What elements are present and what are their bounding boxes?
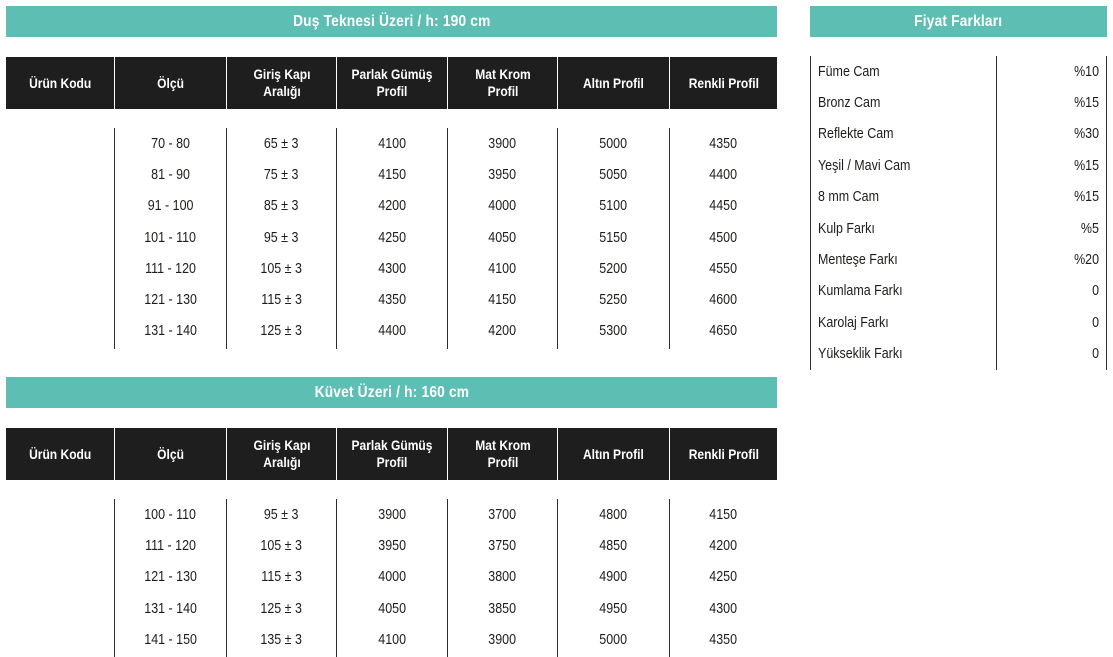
column-giris-kapi-araligi (227, 128, 337, 349)
column-parlak-gumus-profil (337, 499, 448, 657)
table-cell: 91 - 100 (147, 198, 194, 215)
header-giris-kapi-araligi: Giriş Kapı Aralığı (227, 57, 337, 109)
header-parlak-gumus-profil: Parlak Gümüş Profil (337, 428, 448, 480)
header-altin-profil: Altın Profil (558, 428, 670, 480)
column-olcu (115, 128, 227, 349)
price-diff-label: 8 mm Cam (818, 189, 879, 206)
table1-body (6, 128, 777, 349)
table-cell (6, 530, 114, 561)
price-diff-value: %20 (1074, 251, 1099, 268)
table-cell (6, 191, 114, 222)
table-cell (6, 222, 114, 253)
table-cell: 4500 (709, 229, 738, 246)
table-cell: 4450 (709, 198, 738, 215)
column-urun-kodu (6, 128, 115, 349)
price-diff-value: %15 (1074, 94, 1099, 111)
table-cell (6, 624, 114, 655)
table-cell: 4100 (378, 631, 406, 648)
table-cell: 4650 (709, 323, 738, 340)
table-cell: 3950 (488, 166, 517, 183)
column-giris-kapi-araligi (227, 499, 337, 657)
price-diff-value: %15 (1074, 189, 1099, 206)
table2 (6, 428, 777, 657)
table-cell: 75 ± 3 (264, 166, 299, 183)
price-diff-row (810, 339, 1107, 370)
table-cell: 3750 (488, 537, 517, 554)
table-cell: 121 - 130 (144, 569, 197, 586)
price-diff-row (810, 244, 1107, 275)
table-cell: 95 ± 3 (264, 506, 299, 523)
price-diff-row (810, 182, 1107, 213)
table-cell: 105 ± 3 (260, 260, 303, 277)
table-cell: 4200 (378, 198, 406, 215)
table1 (6, 57, 777, 349)
table-cell: 85 ± 3 (264, 198, 299, 215)
table-cell: 4400 (709, 166, 738, 183)
table-cell: 111 - 120 (145, 537, 196, 554)
table-cell: 5150 (599, 229, 628, 246)
price-diff-value: %30 (1074, 126, 1099, 143)
price-diff-value: 0 (1092, 346, 1099, 363)
table-cell: 4300 (709, 600, 738, 617)
table-cell: 81 - 90 (151, 166, 190, 183)
price-diff-label: Yükseklik Farkı (818, 346, 903, 363)
price-diff-row (810, 213, 1107, 244)
table-cell: 5200 (599, 260, 628, 277)
header-olcu: Ölçü (115, 57, 227, 109)
column-urun-kodu (6, 499, 115, 657)
table1-title: Duş Teknesi Üzeri / h: 190 cm (292, 12, 491, 30)
price-diff-row (810, 307, 1107, 338)
table-cell: 125 ± 3 (260, 600, 303, 617)
table-cell: 4150 (709, 506, 738, 523)
header-olcu: Ölçü (115, 428, 227, 480)
table-cell: 111 - 120 (145, 260, 196, 277)
price-diff-title-banner (810, 6, 1107, 37)
price-diff-label: Kumlama Farkı (818, 283, 903, 300)
table-cell: 115 ± 3 (261, 292, 302, 309)
table-cell: 4000 (378, 569, 406, 586)
price-diff-row (810, 56, 1107, 87)
price-diff-row (810, 150, 1107, 181)
table-cell: 135 ± 3 (260, 631, 303, 648)
header-renkli-profil: Renkli Profil (688, 445, 759, 462)
table1-header (6, 57, 777, 109)
column-mat-krom-profil (448, 128, 558, 349)
table-cell: 4850 (599, 537, 628, 554)
table-cell: 4150 (378, 166, 406, 183)
price-diff-value: %10 (1074, 63, 1099, 80)
header-urun-kodu: Ürün Kodu (6, 428, 115, 480)
price-diff-label: Karolaj Farkı (818, 314, 889, 331)
table-cell (6, 128, 114, 159)
header-mat-krom-profil: Mat Krom Profil (448, 57, 558, 109)
table-cell: 105 ± 3 (260, 537, 303, 554)
column-olcu (115, 499, 227, 657)
table-cell: 3950 (378, 537, 406, 554)
header-giris-kapi-araligi: Giriş Kapı Aralığı (227, 428, 337, 480)
price-diff-row (810, 87, 1107, 118)
table-cell: 141 - 150 (144, 631, 197, 648)
table-cell: 100 - 110 (144, 506, 197, 523)
column-mat-krom-profil (448, 499, 558, 657)
price-diff-label: Bronz Cam (818, 94, 881, 111)
header-mat-krom-profil: Mat Krom Profil (448, 428, 558, 480)
table-cell: 65 ± 3 (264, 135, 299, 152)
table-cell (6, 284, 114, 315)
price-diff-label: Füme Cam (818, 63, 880, 80)
table-cell: 5300 (599, 323, 628, 340)
table-cell: 4350 (709, 135, 738, 152)
table-cell: 4000 (488, 198, 517, 215)
price-diff-label: Reflekte Cam (818, 126, 894, 143)
table-cell: 5250 (599, 292, 628, 309)
table-cell: 4100 (488, 260, 517, 277)
table-cell: 131 - 140 (144, 323, 197, 340)
price-diff-value: %5 (1080, 220, 1099, 237)
table-cell: 131 - 140 (144, 600, 197, 617)
table-cell: 3800 (488, 569, 517, 586)
table2-body (6, 499, 777, 657)
table-cell: 115 ± 3 (261, 569, 302, 586)
table-cell: 4250 (378, 229, 406, 246)
table-cell: 3900 (488, 631, 517, 648)
table-cell: 4400 (378, 323, 406, 340)
table-cell: 4600 (709, 292, 738, 309)
table-cell: 5050 (599, 166, 628, 183)
table-cell: 3850 (488, 600, 517, 617)
price-diff-value: 0 (1092, 314, 1099, 331)
table-cell: 4350 (709, 631, 738, 648)
price-diff-label: Menteşe Farkı (818, 251, 898, 268)
table-cell: 4200 (488, 323, 517, 340)
column-renkli-profil (670, 499, 777, 657)
table-cell: 4950 (599, 600, 628, 617)
price-diff-list (810, 56, 1107, 370)
table-cell: 125 ± 3 (260, 323, 303, 340)
table-cell: 5000 (599, 135, 628, 152)
table-cell: 4200 (709, 537, 738, 554)
table-cell: 4900 (599, 569, 628, 586)
column-altin-profil (558, 499, 670, 657)
table-cell: 4350 (378, 292, 406, 309)
column-parlak-gumus-profil (337, 128, 448, 349)
table-cell: 4050 (488, 229, 517, 246)
table-cell: 4100 (378, 135, 406, 152)
table-cell: 95 ± 3 (264, 229, 299, 246)
table-cell (6, 499, 114, 530)
table-cell: 121 - 130 (144, 292, 197, 309)
table-cell: 3900 (378, 506, 406, 523)
table-cell: 4050 (378, 600, 406, 617)
table2-header (6, 428, 777, 480)
table-cell: 5000 (599, 631, 628, 648)
table-cell: 4800 (599, 506, 628, 523)
table-cell: 4550 (709, 260, 738, 277)
table-cell: 5100 (599, 198, 628, 215)
table-cell: 4250 (709, 569, 738, 586)
column-altin-profil (558, 128, 670, 349)
table-cell: 4150 (488, 292, 517, 309)
table-cell: 4300 (378, 260, 406, 277)
price-diff-value: %15 (1074, 157, 1099, 174)
price-diff-value: 0 (1092, 283, 1099, 300)
price-diff-title: Fiyat Farkları (914, 12, 1003, 30)
header-urun-kodu: Ürün Kodu (6, 57, 115, 109)
table-cell: 70 - 80 (151, 135, 190, 152)
table-cell (6, 253, 114, 284)
table-cell: 101 - 110 (144, 229, 197, 246)
table2-title-banner (6, 377, 777, 408)
table-cell: 3700 (488, 506, 517, 523)
header-parlak-gumus-profil: Parlak Gümüş Profil (337, 57, 448, 109)
table-cell (6, 562, 114, 593)
price-diff-row (810, 119, 1107, 150)
table2-title: Küvet Üzeri / h: 160 cm (314, 383, 469, 401)
table-cell (6, 593, 114, 624)
table1-title-banner (6, 6, 777, 37)
price-diff-label: Yeşil / Mavi Cam (818, 157, 911, 174)
column-renkli-profil (670, 128, 777, 349)
table-cell (6, 316, 114, 347)
header-renkli-profil: Renkli Profil (688, 74, 759, 91)
table-cell (6, 159, 114, 190)
header-altin-profil: Altın Profil (558, 57, 670, 109)
price-diff-row (810, 276, 1107, 307)
price-diff-label: Kulp Farkı (818, 220, 875, 237)
table-cell: 3900 (488, 135, 517, 152)
